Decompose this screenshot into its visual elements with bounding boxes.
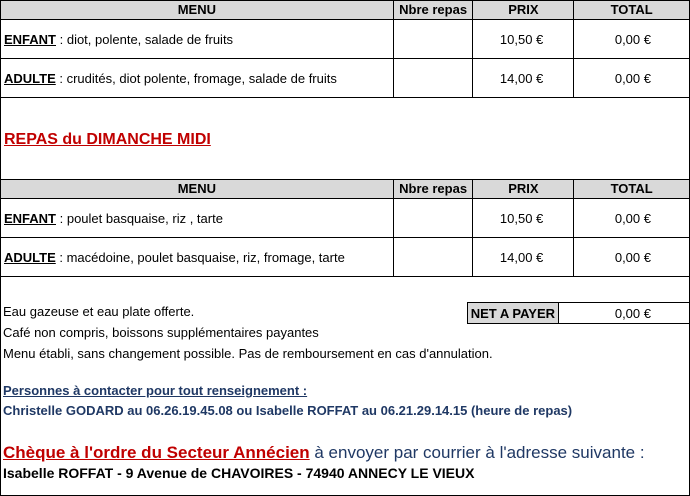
nbre-repas-cell[interactable] (393, 59, 473, 98)
note-eau: Eau gazeuse et eau plate offerte. (3, 304, 195, 319)
table-row (1, 199, 690, 238)
net-a-payer-value: 0,00 € (558, 303, 689, 324)
menu-description: : crudités, diot polente, fromage, salade de fruits (55, 70, 337, 86)
prix-cell: 14,00 € (473, 59, 574, 98)
table-row (1, 238, 690, 277)
menu-cell (1, 20, 394, 59)
header-prix: PRIX (473, 180, 574, 199)
menu-cell (1, 59, 394, 98)
total-cell: 0,00 € (574, 20, 690, 59)
contact-line: Christelle GODARD au 06.26.19.45.08 ou Isabelle ROFFAT au 06.21.29.14.15 (heure de repas) (3, 403, 573, 418)
table-row (1, 20, 690, 59)
net-a-payer-label: NET A PAYER (468, 303, 559, 324)
menu-table-samedi (0, 0, 690, 98)
table-row (1, 59, 690, 98)
note-cafe: Café non compris, boissons supplémentaires payantes (3, 325, 319, 340)
menu-description: : macédoine, poulet basquaise, riz, fromage, tarte (55, 249, 345, 265)
menu-table-dimanche (0, 179, 690, 277)
category-label: ADULTE (4, 249, 56, 265)
postal-address: Isabelle ROFFAT - 9 Avenue de CHAVOIRES - 74940 ANNECY LE VIEUX (3, 465, 475, 481)
prix-cell: 14,00 € (473, 238, 574, 277)
header-nbre-repas: Nbre repas (393, 1, 473, 20)
table-header-row (1, 180, 690, 199)
header-prix: PRIX (473, 1, 574, 20)
cheque-order: Chèque à l'ordre du Secteur Annécien (3, 443, 310, 462)
total-cell: 0,00 € (574, 59, 690, 98)
menu-description: : diot, polente, salade de fruits (56, 31, 234, 47)
prix-cell: 10,50 € (473, 199, 574, 238)
prix-cell: 10,50 € (473, 20, 574, 59)
table-header-row (1, 1, 690, 20)
cheque-instruction: à envoyer par courrier à l'adresse suivante : (309, 443, 645, 462)
menu-description: : poulet basquaise, riz , tarte (56, 210, 223, 226)
menu-cell (1, 199, 394, 238)
nbre-repas-cell[interactable] (393, 20, 473, 59)
note-menu: Menu établi, sans changement possible. Pas de remboursement en cas d'annulation. (3, 346, 493, 361)
contact-heading: Personnes à contacter pour tout renseignement : (3, 383, 308, 398)
header-menu: MENU (1, 180, 394, 199)
header-total: TOTAL (574, 180, 690, 199)
header-total: TOTAL (574, 1, 690, 20)
section-title: REPAS du DIMANCHE MIDI (4, 131, 211, 148)
net-a-payer-box (467, 302, 690, 324)
category-label: ENFANT (4, 31, 56, 47)
menu-cell (1, 238, 394, 277)
category-label: ADULTE (4, 70, 56, 86)
cheque-line (3, 443, 645, 463)
total-cell: 0,00 € (574, 199, 690, 238)
nbre-repas-cell[interactable] (393, 199, 473, 238)
total-cell: 0,00 € (574, 238, 690, 277)
header-nbre-repas: Nbre repas (393, 180, 473, 199)
category-label: ENFANT (4, 210, 56, 226)
header-menu: MENU (1, 1, 394, 20)
nbre-repas-cell[interactable] (393, 238, 473, 277)
